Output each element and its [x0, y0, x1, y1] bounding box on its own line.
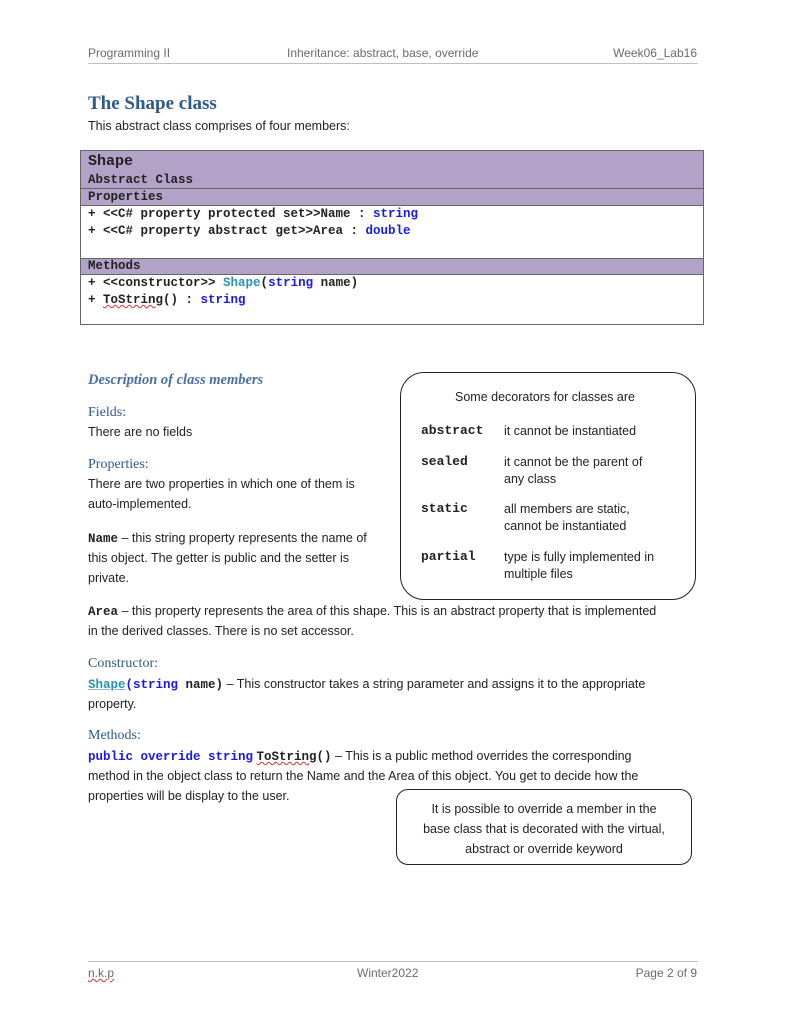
name-property-line-3: private.: [88, 571, 129, 585]
decorator-sealed-keyword: sealed: [421, 454, 468, 469]
uml-property-area: + <<C# property abstract get>>Area : double: [88, 224, 411, 238]
footer-right: Page 2 of 9: [635, 966, 697, 980]
method-line-1: public override string ToString() – This is a public method overrides the corresponding: [88, 749, 632, 764]
name-property-line-2: this object. The getter is public and the setter is: [88, 551, 350, 565]
decorator-static-desc-2: cannot be instantiated: [504, 519, 627, 533]
header-right: Week06_Lab16: [613, 46, 697, 60]
properties-label: Properties:: [88, 457, 149, 472]
override-note-line-1: It is possible to override a member in the: [431, 802, 657, 816]
uml-method-tostring: + ToString() : string: [88, 293, 246, 307]
area-property-line-2: in the derived classes. There is no set accessor.: [88, 624, 354, 638]
header-center: Inheritance: abstract, base, override: [287, 46, 479, 60]
uml-methods-label: Methods: [88, 259, 141, 273]
uml-property-name: + <<C# property protected set>>Name : string: [88, 207, 419, 221]
decorator-abstract-desc: it cannot be instantiated: [504, 424, 637, 438]
uml-properties-label: Properties: [88, 190, 164, 204]
uml-class-name: Shape: [88, 153, 134, 170]
footer-center: Winter2022: [357, 966, 419, 980]
fields-text: There are no fields: [88, 425, 193, 439]
fields-label: Fields:: [88, 405, 127, 420]
methods-label: Methods:: [88, 728, 141, 743]
header-left: Programming II: [88, 46, 171, 60]
constructor-label: Constructor:: [88, 656, 158, 671]
footer-left: n.k.p: [88, 966, 115, 980]
uml-methods-band: [81, 258, 703, 275]
decorator-partial-desc-2: multiple files: [504, 567, 573, 581]
method-line-2: method in the object class to return the Name and the Area of this object. You get to decide how the: [88, 769, 639, 783]
decorator-static-keyword: static: [421, 501, 468, 516]
override-note-line-2: base class that is decorated with the virtual,: [423, 822, 665, 836]
area-property-line-1: Area – this property represents the area of this shape. This is an abstract property that is implemented: [88, 604, 657, 619]
override-note-line-3: abstract or override keyword: [465, 842, 623, 856]
decorators-heading: Some decorators for classes are: [455, 390, 635, 404]
decorator-sealed-desc-1: it cannot be the parent of: [504, 455, 643, 469]
override-note-text: [396, 799, 692, 859]
name-property-line-1: Name – this string property represents the name of: [88, 531, 367, 546]
decorator-partial-desc-1: type is fully implemented in: [504, 550, 655, 564]
constructor-line-2: property.: [88, 697, 137, 711]
uml-method-constructor: + <<constructor>> Shape(string name): [88, 276, 359, 290]
decorator-static-desc-1: all members are static,: [504, 502, 630, 516]
constructor-line-1: Shape(string name) – This constructor takes a string parameter and assigns it to the appropriate: [88, 677, 646, 692]
method-line-3: properties will be display to the user.: [88, 789, 290, 803]
uml-stereotype: Abstract Class: [88, 173, 194, 187]
header-rule: [88, 63, 698, 64]
description-heading: Description of class members: [88, 372, 264, 388]
decorator-abstract-keyword: abstract: [421, 423, 484, 438]
uml-properties-band: [81, 189, 703, 206]
decorator-sealed-desc-2: any class: [504, 472, 557, 486]
uml-class-diagram: [80, 150, 704, 325]
intro-text: This abstract class comprises of four members:: [88, 119, 350, 133]
page-title: The Shape class: [88, 93, 217, 114]
properties-line-2: auto-implemented.: [88, 497, 192, 511]
properties-line-1: There are two properties in which one of them is: [88, 477, 355, 491]
decorator-partial-keyword: partial: [421, 549, 476, 564]
footer-rule: [88, 961, 698, 962]
